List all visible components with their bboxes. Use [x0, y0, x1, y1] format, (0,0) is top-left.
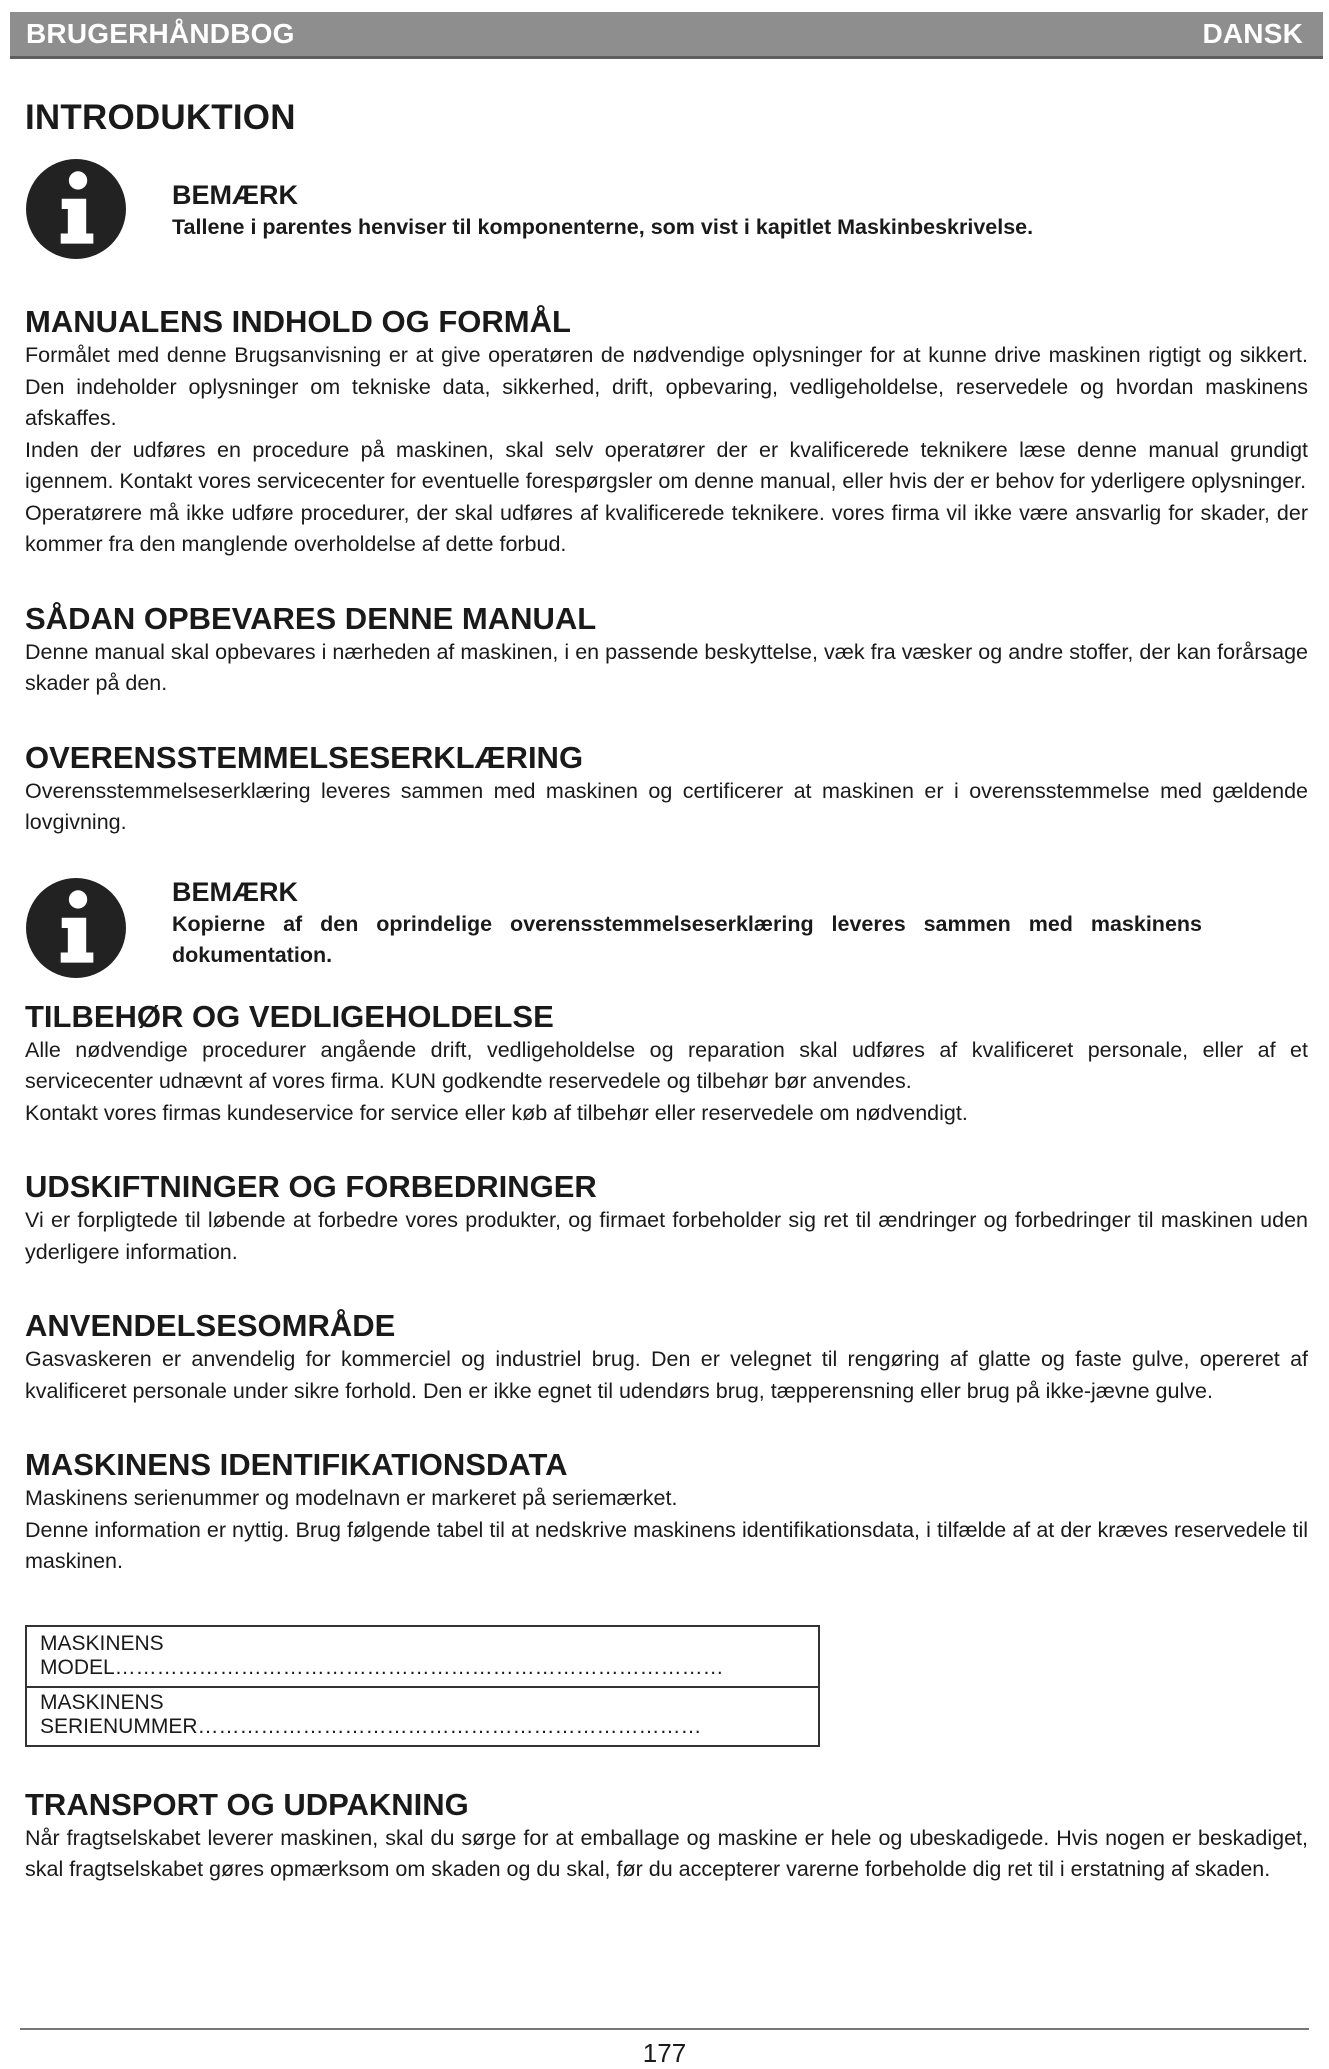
note-text: Kopierne af den oprindelige overensstemmelseserklæring leveres sammen med maskinens dokumentation.	[172, 911, 1202, 967]
section-heading: OVERENSSTEMMELSESERKLÆRING	[25, 739, 584, 775]
section-heading: TILBEHØR OG VEDLIGEHOLDELSE	[25, 998, 554, 1034]
section-heading: MANUALENS INDHOLD OG FORMÅL	[25, 304, 571, 339]
section-accessories	[25, 999, 1308, 1130]
section-heading: SÅDAN OPBEVARES DENNE MANUAL	[25, 600, 597, 636]
section-heading: UDSKIFTNINGER OG FORBEDRINGER	[25, 1169, 597, 1204]
page-number: 177	[642, 2038, 687, 2068]
section-manual	[25, 304, 1308, 561]
section-heading: MASKINENS IDENTIFIKATIONSDATA	[25, 1447, 568, 1482]
paragraph: Vi er forpligtede til løbende at forbedre vores produkter, og firmaet forbeholder sig ret til ændringer og forbedringer til maskinen uden yderligere information.	[25, 1208, 1308, 1264]
info-icon	[25, 158, 127, 260]
section-transport	[25, 1787, 1308, 1886]
paragraph: Gasvaskeren er anvendelig for kommerciel og industriel brug. Den er velegnet til rengøring af glatte og faste gulve, opereret af kvalificeret personale under sikre forhold. Den er ikke egnet til udendørs brug, tæpperensning eller brug på ikke-jævne gulve.	[25, 1347, 1308, 1403]
footer-divider	[20, 2028, 1309, 2030]
serial-row: MASKINENS SERIENUMMER………………………………………………………………	[27, 1686, 818, 1745]
paragraph: Alle nødvendige procedurer angående drift, vedligeholdelse og reparation skal udføres af kvalificeret personale, eller af et servicecenter udnævnt af vores firma. KUN godkendte reservedele og tilbehør bør anvendes.	[25, 1037, 1308, 1093]
paragraph: Denne manual skal opbevares i nærheden af maskinen, i en passende beskyttelse, væk fra væsker og andre stoffer, der kan forårsage skader på den.	[25, 639, 1308, 695]
paragraph: Inden der udføres en procedure på maskinen, skal selv operatører der er kvalificerede teknikere læse denne manual grundigt igennem. Kontakt vores servicecenter for eventuelle forespørgsler om denne manual, eller hvis der er behov for yderligere oplysninger.	[25, 437, 1308, 493]
note-box-2	[25, 877, 1308, 979]
note-text: Tallene i parentes henviser til komponenterne, som vist i kapitlet Maskinbeskrivelse.	[172, 215, 1034, 239]
paragraph: Maskinens serienummer og modelnavn er markeret på seriemærket.	[25, 1486, 678, 1510]
section-conformity	[25, 740, 1308, 839]
identification-table	[25, 1625, 820, 1747]
section-heading: ANVENDELSESOMRÅDE	[25, 1308, 396, 1343]
paragraph: Kontakt vores firmas kundeservice for service eller køb af tilbehør eller reservedele om nødvendigt.	[25, 1100, 968, 1125]
paragraph: Denne information er nyttig. Brug følgende tabel til at nedskrive maskinens identifikationsdata, i tilfælde af at der kræves reservedele til maskinen.	[25, 1517, 1308, 1573]
section-storage	[25, 601, 1308, 700]
note-title: BEMÆRK	[172, 180, 298, 210]
page-header	[10, 12, 1323, 59]
page-content	[25, 90, 1308, 1886]
section-identification	[25, 1447, 1308, 1578]
note-box-1	[25, 158, 1308, 260]
paragraph: Operatørere må ikke udføre procedurer, der skal udføres af kvalificerede teknikere. vores firma vil ikke være ansvarlig for skader, der kommer fra den manglende overholdelse af dette forbud.	[25, 500, 1308, 556]
header-language: DANSK	[1202, 18, 1303, 49]
info-icon	[25, 877, 127, 979]
model-row: MASKINENS MODEL……………………………………………………………………………	[40, 1631, 724, 1679]
paragraph: Formålet med denne Brugsanvisning er at give operatøren de nødvendige oplysninger for at kunne drive maskinen rigtigt og sikkert. Den indeholder oplysninger om tekniske data, sikkerhed, drift, opbevaring, vedligeholdelse, reservedele og hvordan maskinens afskaffes.	[25, 343, 1308, 430]
paragraph: Når fragtselskabet leverer maskinen, skal du sørge for at emballage og maskine er hele og ubeskadigede. Hvis nogen er beskadiget, skal fragtselskabet gøres opmærksom om skaden og du skal, før du accepterer varerne forbeholde dig ret til i erstatning af skaden.	[25, 1825, 1308, 1881]
page-title: INTRODUKTION	[25, 98, 296, 137]
section-usage	[25, 1308, 1308, 1407]
note-title: BEMÆRK	[172, 876, 298, 907]
section-changes	[25, 1169, 1308, 1268]
header-left-title: BRUGERHÅNDBOG	[26, 18, 295, 49]
section-heading: TRANSPORT OG UDPAKNING	[25, 1786, 469, 1822]
paragraph: Overensstemmelseserklæring leveres sammen med maskinen og certificerer at maskinen er i overensstemmelse med gældende lovgivning.	[25, 778, 1308, 834]
